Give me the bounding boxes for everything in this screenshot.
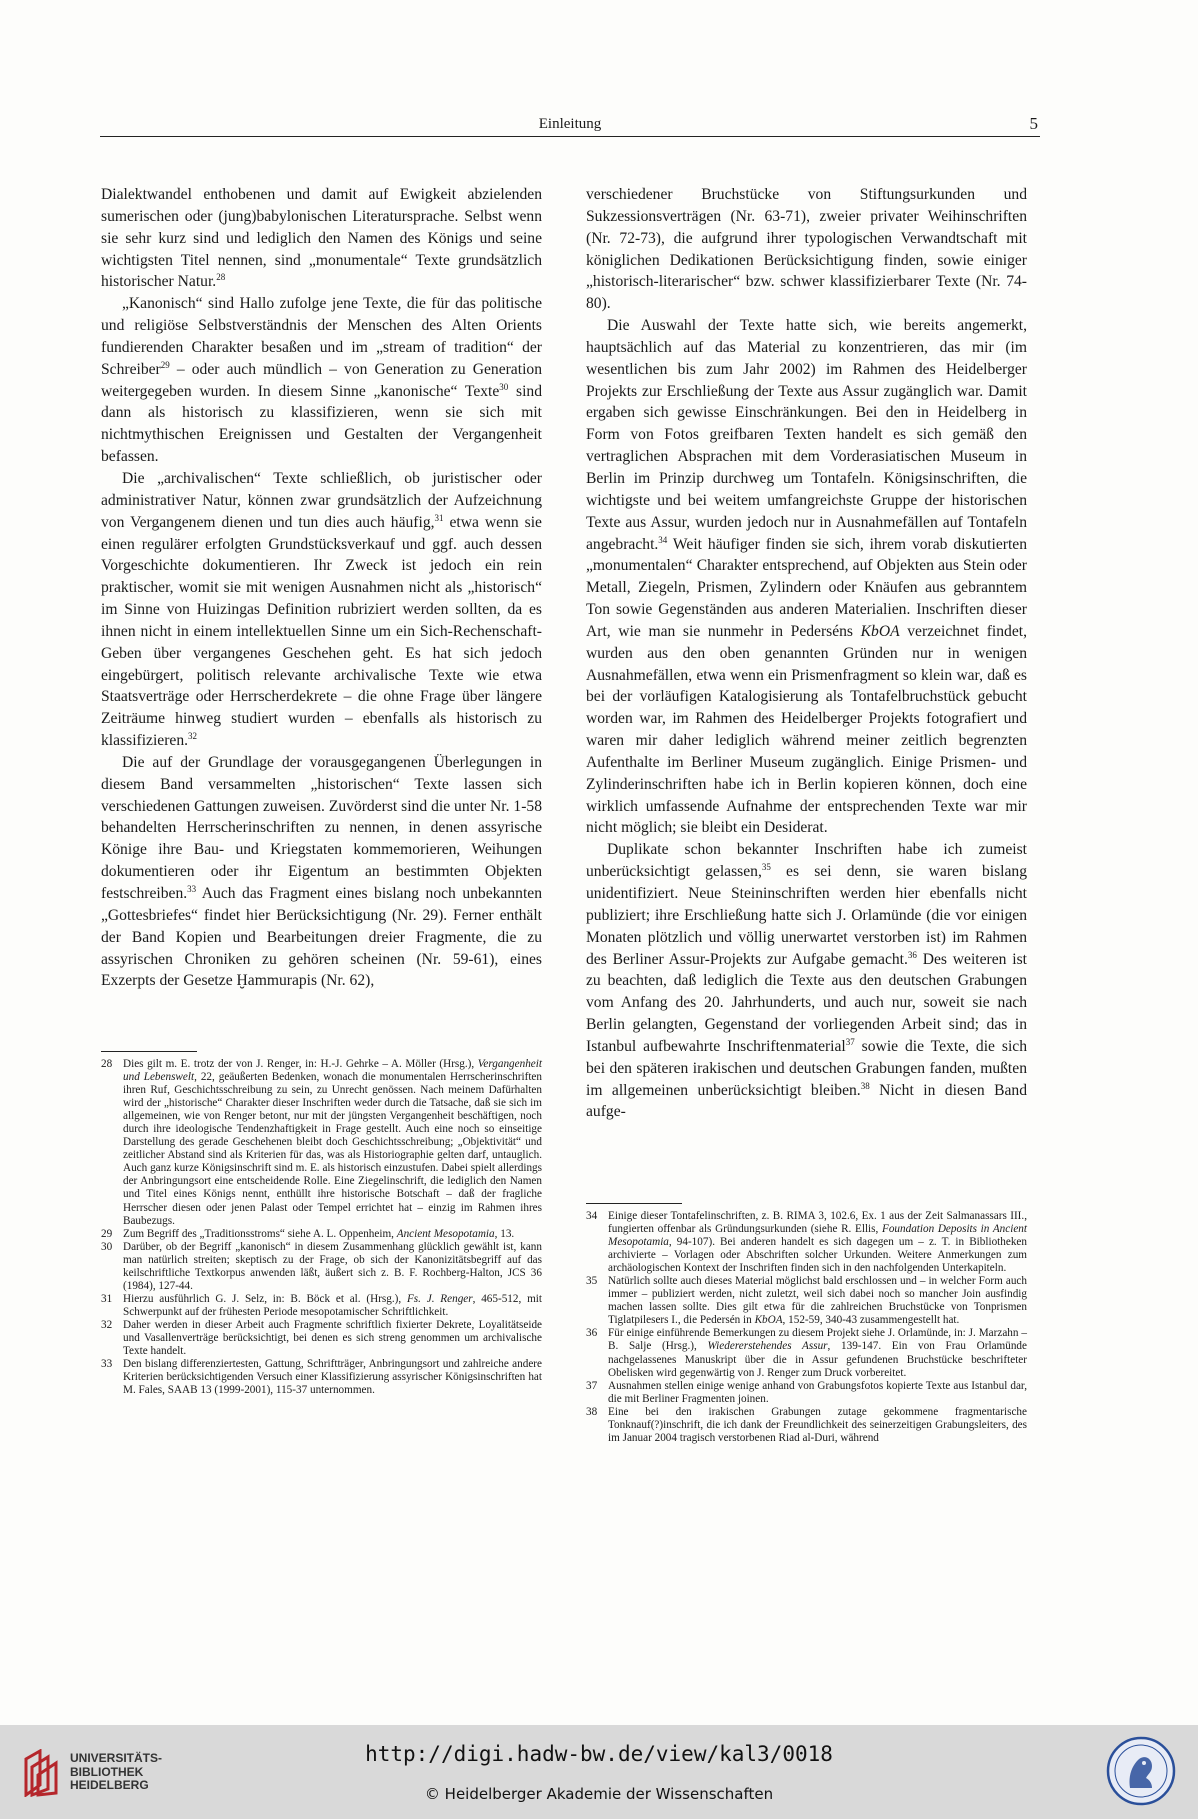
footnote-text: Für einige einführende Bemerkungen zu diesem Projekt siehe J. Orlamünde, in: J. Marzahn – B. Salje (Hrsg.), Wiedererstehendes Assur, 139-147. Ein von Frau Orlamünde nachgelassenes Manuskript über die in Assur gefundenen Bruchstücke beschrifteter Obelisken wird gegenwärtig von J. Renger zum Druck vorbereitet. [608, 1327, 1027, 1379]
left-column [101, 184, 542, 992]
footnotes-left [101, 1058, 542, 1397]
paragraph: „Kanonisch“ sind Hallo zufolge jene Texte, die für das politische und religiöse Selbstverständnis der Menschen des Alten Orients fundierenden Charakter besaßen und im „stream of tradition“ der Schreiber$^{29}$ – oder auch mündlich – von Generation zu Generation weitergegeben wurden. In diesem Sinne „kanonische“ Texte$^{30}$ sind dann als historisch zu klassifizieren, wenn sie sich mit nichtmythischen Ereignissen und Gestalten der Vergangenheit befassen. [101, 295, 542, 466]
footnote [101, 1293, 542, 1319]
page-number: 5 [1029, 114, 1038, 133]
permalink-url[interactable]: http://digi.hadw-bw.de/view/kal3/0018 [365, 1742, 833, 1766]
footnote-ref[interactable]: 30 [499, 381, 509, 392]
footnote-text: Dies gilt m. E. trotz der von J. Renger, in: H.-J. Gehrke – A. Möller (Hrsg.), Vergangenheit und Lebenswelt, 22, geäußerten Bedenken, wonach die monumentalen Herrscherinschriften ihren Ruf, Geschichtsschreibung zu sein, zu Unrecht genössen. Nach meinem Dafürhalten wird der „historische“ Charakter dieser Inschriften weder durch die Tatsache, daß sie sich im allgemeinen, wie von Renger betont, nur mit der jüngsten Vergangenheit beschäftigen, noch durch ihre ideologische Tendenzhaftigkeit in Frage gestellt. Auch eine noch so einseitige Darstellung des gerade Geschehenen bleibt doch Geschichtsschreibung; „Objektivität“ und zeitlicher Abstand sind als Kriterien für das, was als Historiographie gelten darf, untauglich. Auch ganz kurze Königsinschrift sind m. E. als historisch einzustufen. Dabei spielt allerdings der Anbringungsort eine entscheidende Rolle. Eine Ziegelinschrift, die lediglich den Namen und Titel eines Königs nennt, enthüllt ihre historische Botschaft – daß der fragliche Herrscher diesen oder jenen Palast oder Tempel errichtet hat – einzig im Rahmen ihres Baubezugs. [123, 1058, 542, 1227]
footnote-ref[interactable]: 29 [160, 359, 170, 370]
footnote-number: 30 [101, 1240, 113, 1253]
footnote-ref[interactable]: 35 [761, 861, 771, 872]
footnote [586, 1406, 1027, 1445]
paragraph: verschiedener Bruchstücke von Stiftungsurkunden und Sukzessionsverträgen (Nr. 63-71), zweier privater Weihinschriften (Nr. 72-73), die aufgrund ihrer typologischen Verwandtschaft mit königlichen Dedikationen Berücksichtigung finden, sowie einiger „historisch-literarischer“ bzw. schwer klassifizierbarer Texte (Nr. 74-80). [586, 186, 1027, 313]
footnote-ref[interactable]: 34 [658, 534, 668, 545]
footnote-text: Eine bei den irakischen Grabungen zutage gekommene fragmentarische Tonknauf(?)inschrift, die ich dank der Freundlichkeit des seinerzeitigen Grabungsleiters, des im Januar 2004 tragisch verstorbenen Riad al-Duri, während [608, 1405, 1027, 1444]
footnote [586, 1210, 1027, 1275]
library-name: UNIVERSITÄTS- BIBLIOTHEK HEIDELBERG [70, 1751, 163, 1792]
footnote-ref[interactable]: 37 [845, 1036, 855, 1047]
paragraph: Die „archivalischen“ Texte schließlich, ob juristischer oder administrativer Natur, können zwar grundsätzlich der Aufzeichnung von Vergangenem dienen und tun dies auch häufig,$^{31}$ etwa wenn sie einen regulärer erfolgten Grundstücksverkauf und ggf. auch dessen Vorgeschichte dokumentieren. Ihr Zweck ist jedoch ein rein praktischer, womit sie mit wenigen Ausnahmen nicht als „historisch“ im Sinne von Huizingas Definition rubriziert werden sollten, da es ihnen nicht in einem intellektuellen Sinne um ein Sich-Rechenschaft-Geben über vergangenes Geschehen geht. Es hat sich jedoch eingebürgert, politisch relevante archivalische Texte wie etwa Staatsverträge oder Herrscherdekrete – die ohne Frage über längere Zeiträume hinweg studiert wurden – ebenfalls als historisch zu klassifizieren.$^{32}$ [101, 469, 542, 750]
footnote-number: 32 [101, 1318, 113, 1331]
paragraph: Die auf der Grundlage der vorausgegangenen Überlegungen in diesem Band versammelten „historischen“ Texte lassen sich verschiedenen Gattungen zuweisen. Zuvörderst sind die unter Nr. 1-58 behandelten Herrscherinschriften zu nennen, in denen assyrische Könige ihre Bau- und Kriegstaten kommemorieren, Weihungen dokumentieren oder ihr Eigentum an bestimmten Objekten festschreiben.$^{33}$ Auch das Fragment eines bislang noch unbekannten „Gottesbriefes“ findet hier Berücksichtigung (Nr. 29). Ferner enthält der Band Kopien und Bearbeitungen dreier Fragmente, die zu assyrischen Chroniken zu gehören scheinen (Nr. 59-61), eines Exzerpts der Gesetze Ḫammurapis (Nr. 62), [101, 753, 542, 990]
footnote-ref[interactable]: 31 [434, 512, 444, 523]
footnote-number: 29 [101, 1227, 113, 1240]
footnote-rule [586, 1203, 682, 1204]
paragraph: Die Auswahl der Texte hatte sich, wie bereits angemerkt, hauptsächlich auf das Material zu konzentrieren, das mir (im wesentlichen bis zum Jahr 2002) im Rahmen des Heidelberger Projekts zur Erschließung der Texte aus Assur zugänglich war. Damit ergaben sich gewisse Einschränkungen. Bei den in Heidelberg in Form von Fotos greifbaren Texten handelt es sich gemäß den vertraglichen Absprachen mit dem Vorderasiatischen Museum in Berlin im Prinzip durchweg um Tontafeln. Königsinschriften, die wichtigste und bei weitem umfangreichste Gruppe der historischen Texte aus Assur, wurden jedoch nur in Ausnahmefällen auf Tontafeln angebracht.$^{34}$ Weit häufiger finden sie sich, ihrem vorab diskutierten „monumentalen“ Charakter entsprechend, auf Objekten aus Stein oder Metall, Ziegeln, Prismen, Zylindern oder Knäufen aus gebranntem Ton sowie Gegenständen aus anderen Materialien. Inschriften dieser Art, wie man sie nunmehr in Pederséns KbOA verzeichnet findet, wurden aus den oben genannten Gründen nur in wenigen Ausnahmefällen, etwa wenn ein Prismenfragment so klein war, daß es bei der vorläufigen Katalogisierung als Tontafelbruchstück gebucht worden war, im Rahmen des Heidelberger Projekts fotografiert und waren mir daher lediglich während meiner zeitlich begrenzten Aufenthalte im Berliner Museum zugänglich. Einige Prismen- und Zylinderinschriften habe ich in Berlin kopieren können, doch eine wirklich umfassende Aufnahme der entsprechenden Texte war mir nicht möglich; sie bleibt ein Desiderat. [586, 317, 1027, 837]
footnote-ref[interactable]: 28 [216, 272, 226, 283]
footnote [586, 1275, 1027, 1327]
academy-seal-icon[interactable] [1106, 1736, 1176, 1806]
right-column [586, 184, 1027, 1123]
footnote-ref[interactable]: 38 [860, 1080, 870, 1091]
footnote-ref[interactable]: 36 [907, 949, 917, 960]
footnote-rule [101, 1051, 197, 1052]
footnote-ref[interactable]: 33 [187, 883, 197, 894]
copyright-notice: © Heidelberger Akademie der Wissenschaften [424, 1785, 774, 1803]
footnote-text: Ausnahmen stellen einige wenige anhand von Grabungsfotos kopierte Texte aus Istanbul dar, die mit Berliner Fragmenten joinen. [608, 1379, 1027, 1405]
footnote-ref[interactable]: 32 [188, 730, 198, 741]
footnote-text: Daher werden in dieser Arbeit auch Fragmente schriftlich fixierter Dekrete, Loyalitätseide und Vasallenverträge berücksichtigt, bei denen es sich streng genommen um archivalische Texte handelt. [123, 1318, 542, 1358]
footnote-number: 37 [586, 1379, 598, 1392]
footnote-text: Zum Begriff des „Traditionsstroms“ siehe A. L. Oppenheim, Ancient Mesopotamia, 13. [123, 1227, 515, 1240]
footnote [101, 1358, 542, 1397]
paragraph: Duplikate schon bekannter Inschriften habe ich zumeist unberücksichtigt gelassen,$^{35}$ es sei denn, sie waren bislang unidentifiziert. Neue Steininschriften werden hier ebenfalls nicht publiziert; ihre Erschließung hatte sich J. Orlamünde (die vor einigen Monaten plötzlich und völlig unerwartet verstorben ist) im Rahmen des Berliner Assur-Projekts zur Aufgabe gemacht.$^{36}$ Des weiteren ist zu beachten, daß lediglich die Texte aus den deutschen Grabungen vom Anfang des 20. Jahrhunderts, und auch nur, soweit sie nach Berlin gelangten, Gegenstand der vorliegenden Arbeit sind; das in Istanbul aufbewahrte Inschriftenmaterial$^{37}$ sowie die Texte, die sich bei den späteren irakischen und deutschen Grabungen fanden, mußten im allgemeinen unberücksichtigt bleiben.$^{38}$ Nicht in diesen Band aufge- [586, 841, 1028, 1121]
footnote-number: 38 [586, 1405, 598, 1418]
footnote [101, 1228, 542, 1241]
footnote [101, 1241, 542, 1293]
footnote-text: Natürlich sollte auch dieses Material möglichst bald erschlossen und – in welcher Form auch immer – publiziert werden, nicht zuletzt, weil sich dabei noch so mancher Join ausfindig machen lassen sollte. Dies gilt etwa für die zahlreichen Bruchstücke von Tonprismen Tiglatpilesers I., die Pedersén in KbOA, 152-59, 340-43 zusammengestellt hat. [608, 1275, 1027, 1327]
footnote-number: 35 [586, 1275, 598, 1288]
footnote [101, 1319, 542, 1358]
paragraph: Dialektwandel enthobenen und damit auf Ewigkeit abzielenden sumerischen oder (jung)babylonischen Literatursprache. Selbst wenn sie sehr kurz sind und lediglich den Namen des Königs und seine wichtigsten Titel nennen, sind „monumentale“ Texte grundsätzlich historischer Natur.$^{28}$ [101, 186, 542, 291]
running-head [100, 114, 1040, 137]
footnotes-right [586, 1210, 1027, 1445]
footnote-text: Den bislang differenziertesten, Gattung, Schriftträger, Anbringungsort und zahlreiche andere Kriterien berücksichtigenden Versuch einer Klassifizierung assyrischer Königsinschriften hat M. Fales, SAAB 13 (1999-2001), 115-37 unternommen. [123, 1358, 542, 1397]
footnote [586, 1327, 1027, 1379]
footnote-text: Hierzu ausführlich G. J. Selz, in: B. Böck et al. (Hrsg.), Fs. J. Renger, 465-512, mit Schwerpunkt auf der frühesten Periode mesopotamischer Schriftlichkeit. [123, 1292, 542, 1318]
footnote [586, 1380, 1027, 1406]
footnote-text: Einige dieser Tontafelinschriften, z. B. RIMA 3, 102.6, Ex. 1 aus der Zeit Salmanassars III., fungierten offenbar als Gründungsurkunden (siehe R. Ellis, Foundation Deposits in Ancient Mesopotamia, 94-107). Bei anderen handelt es sich dagegen um – z. T. in Bibliotheken archivierte – Vorlagen oder Abschriften solcher Urkunden. Weitere Anmerkungen zum archäologischen Kontext der Inschriften finden sich in den nachfolgenden Unterkapiteln. [608, 1210, 1027, 1275]
running-title: Einleitung [538, 116, 602, 132]
footnote-text: Darüber, ob der Begriff „kanonisch“ in diesem Zusammenhang glücklich gewählt ist, kann man natürlich streiten; skeptisch zu der Frage, ob sich der Kanonizitätsbegriff auf das keilschriftliche Textkorpus anwenden läßt, äußert sich z. B. F. Rochberg-Halton, JCS 36 (1984), 127-44. [123, 1240, 542, 1292]
footnote-number: 34 [586, 1210, 598, 1222]
footnote-number: 36 [586, 1327, 598, 1340]
viewer-footer [0, 1725, 1198, 1819]
footnote-number: 28 [101, 1058, 113, 1070]
footnote-number: 31 [101, 1292, 113, 1305]
footnote [101, 1058, 542, 1228]
footnote-number: 33 [101, 1358, 113, 1371]
